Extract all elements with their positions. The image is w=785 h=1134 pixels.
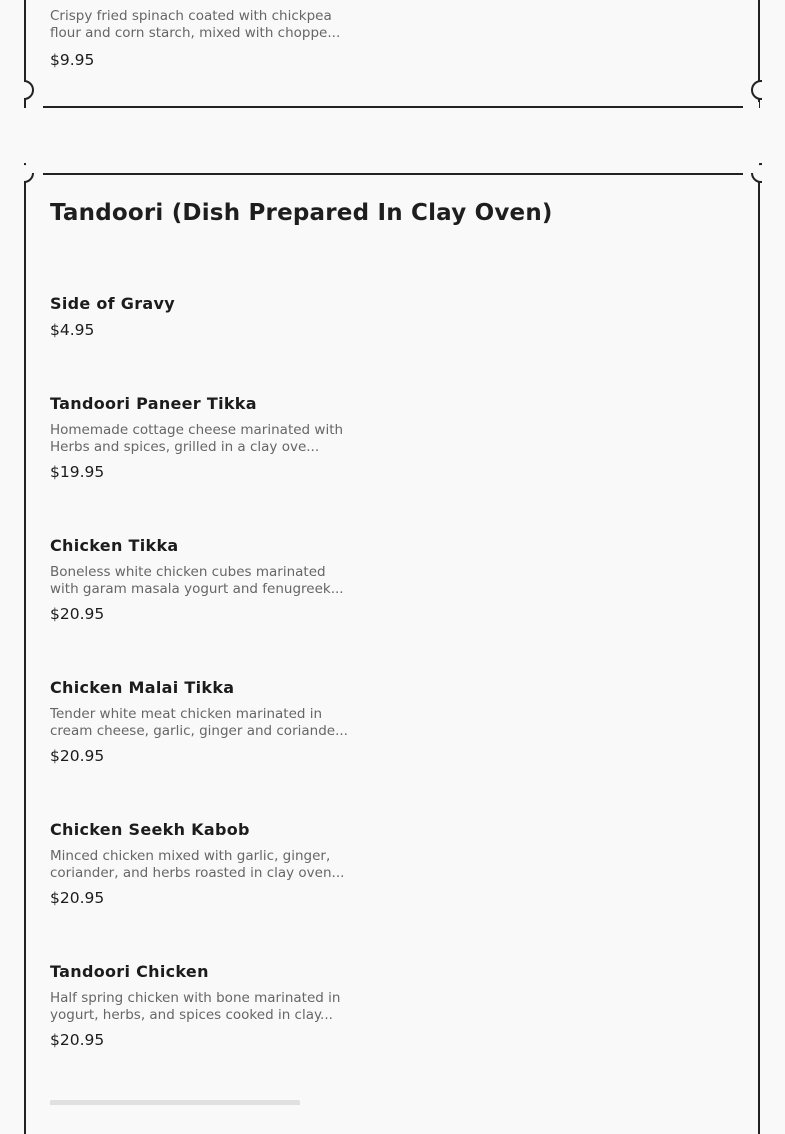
item-name: Chicken Malai Tikka bbox=[50, 678, 235, 697]
menu-item-tandoori-chicken[interactable] bbox=[50, 962, 355, 1050]
tandoori-section-top-border bbox=[43, 173, 743, 175]
corner-mask bbox=[0, 150, 24, 200]
menu-item-chicken-seekh-kabob[interactable] bbox=[50, 820, 355, 908]
item-name: Tandoori Paneer Tikka bbox=[50, 394, 257, 413]
menu-item-side-of-gravy[interactable] bbox=[50, 294, 355, 340]
item-price: $4.95 bbox=[50, 321, 95, 339]
corner-mask bbox=[743, 102, 759, 122]
previous-section-bottom-border bbox=[43, 106, 743, 108]
corner-mask bbox=[26, 102, 42, 122]
item-price: $9.95 bbox=[50, 51, 95, 69]
menu-item[interactable] bbox=[50, 8, 355, 70]
item-description: Half spring chicken with bone marinated in yogurt, herbs, and spices cooked in clay... bbox=[50, 990, 341, 1023]
corner-mask bbox=[0, 60, 24, 120]
item-name: Tandoori Chicken bbox=[50, 962, 209, 981]
corner-mask bbox=[762, 60, 785, 120]
corner-mask bbox=[743, 150, 759, 173]
item-description: Tender white meat chicken marinated in cream cheese, garlic, ginger and coriande... bbox=[50, 706, 348, 739]
corner-mask bbox=[26, 150, 42, 173]
corner-mask bbox=[762, 150, 785, 200]
item-name: Chicken Seekh Kabob bbox=[50, 820, 250, 839]
next-menu-item-cutoff bbox=[50, 1100, 310, 1105]
item-name: Side of Gravy bbox=[50, 294, 175, 313]
item-price: $20.95 bbox=[50, 747, 105, 765]
section-title: Tandoori (Dish Prepared In Clay Oven) bbox=[50, 200, 553, 226]
item-description: Minced chicken mixed with garlic, ginger, coriander, and herbs roasted in clay oven... bbox=[50, 848, 345, 881]
item-price: $19.95 bbox=[50, 463, 105, 481]
item-name: Chicken Tikka bbox=[50, 536, 179, 555]
item-description: Boneless white chicken cubes marinated with garam masala yogurt and fenugreek... bbox=[50, 564, 344, 597]
item-description: Homemade cottage cheese marinated with Herbs and spices, grilled in a clay ove... bbox=[50, 422, 344, 455]
menu-item-chicken-tikka[interactable] bbox=[50, 536, 355, 624]
menu-item-tandoori-paneer-tikka[interactable] bbox=[50, 394, 355, 482]
item-price: $20.95 bbox=[50, 889, 105, 907]
item-description: Crispy fried spinach coated with chickpea flour and corn starch, mixed with choppe... bbox=[50, 8, 341, 41]
item-price: $20.95 bbox=[50, 1031, 105, 1049]
item-price: $20.95 bbox=[50, 605, 105, 623]
menu-item-chicken-malai-tikka[interactable] bbox=[50, 678, 355, 766]
